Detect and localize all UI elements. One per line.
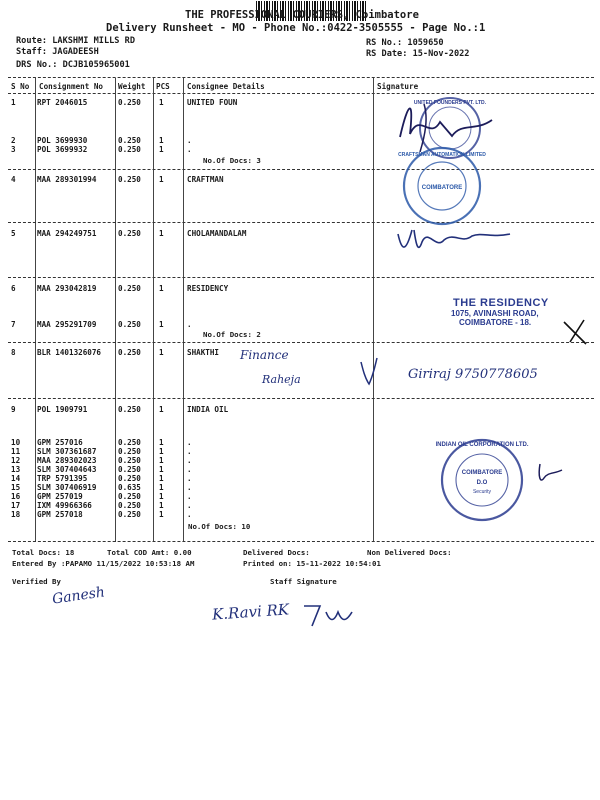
col-header-consignee: Consignee Details xyxy=(187,82,265,91)
group-separator xyxy=(8,342,594,343)
runsheet-title: Delivery Runsheet - MO - Phone No.:0422-3505555 - Page No.:1 xyxy=(106,22,486,34)
group-separator xyxy=(8,398,594,399)
col-header-signature: Signature xyxy=(377,82,419,91)
col-divider xyxy=(35,78,36,542)
col-divider xyxy=(373,78,374,542)
table-bottom-border xyxy=(8,541,594,542)
verified-by-label: Verified By xyxy=(12,577,61,586)
handwritten-note: Raheja xyxy=(262,373,301,386)
drs-no: DRS No.: DCJB105965001 xyxy=(16,60,130,70)
group-separator xyxy=(8,277,594,278)
residency-stamp: THE RESIDENCY 1075, AVINASHI ROAD, COIMBATORE - 18. xyxy=(451,297,549,327)
staff-signature-stroke xyxy=(300,600,360,630)
rs-date: RS Date: 15-Nov-2022 xyxy=(366,49,470,59)
svg-text:Security: Security xyxy=(472,489,492,495)
indian-oil-stamp xyxy=(436,434,576,524)
col-header-weight: Weight xyxy=(118,82,146,91)
rs-no: RS No.: 1059650 xyxy=(366,38,444,48)
cholamandalam-signature xyxy=(392,222,522,262)
group-doc-count: No.Of Docs: 3 xyxy=(203,156,261,165)
handwritten-note: Finance xyxy=(240,348,289,362)
staff: Staff: JAGADEESH xyxy=(16,47,99,57)
staff-signature: K.Ravi RK xyxy=(211,600,290,624)
delivered-docs: Delivered Docs: xyxy=(243,548,310,557)
verified-signature: Ganesh xyxy=(51,584,106,608)
col-header-pcs: PCS xyxy=(156,82,170,91)
company-name: THE PROFESSIONAL COURIERS, Coimbatore xyxy=(185,9,419,21)
staff-signature-label: Staff Signature xyxy=(270,577,337,586)
handwritten-mark xyxy=(355,356,385,388)
printed-on: Printed on: 15-11-2022 10:54:01 xyxy=(243,559,381,568)
total-cod: Total COD Amt: 0.00 xyxy=(107,548,192,557)
col-header-sno: S No xyxy=(11,82,30,91)
col-divider xyxy=(183,78,184,542)
route: Route: LAKSHMI MILLS RD xyxy=(16,36,135,46)
svg-text:CRAFTSMAN AUTOMATION LIMITED: CRAFTSMAN AUTOMATION LIMITED xyxy=(398,152,486,158)
total-docs: Total Docs: 18 xyxy=(12,548,75,557)
svg-text:COIMBATORE: COIMBATORE xyxy=(461,470,503,476)
non-delivered-docs: Non Delivered Docs: xyxy=(367,548,452,557)
residency-tick xyxy=(562,318,590,348)
group-doc-count: No.Of Docs: 2 xyxy=(203,330,261,339)
entered-by: Entered By :PAPAMO 11/15/2022 10:53:18 AM xyxy=(12,559,195,568)
handwritten-phone: Giriraj 9750778605 xyxy=(408,367,538,382)
craftsman-stamp xyxy=(398,140,488,230)
table-top-border xyxy=(8,77,594,78)
col-divider xyxy=(153,78,154,542)
col-divider xyxy=(115,78,116,542)
svg-text:D.O: D.O xyxy=(476,480,488,486)
svg-text:COIMBATORE: COIMBATORE xyxy=(421,185,463,191)
svg-text:UNITED FOUNDERS PVT. LTD.: UNITED FOUNDERS PVT. LTD. xyxy=(413,100,487,106)
group-doc-count: No.Of Docs: 10 xyxy=(188,522,251,531)
svg-text:INDIAN OIL CORPORATION LTD.: INDIAN OIL CORPORATION LTD. xyxy=(436,442,529,448)
col-header-consignment: Consignment No xyxy=(39,82,104,91)
